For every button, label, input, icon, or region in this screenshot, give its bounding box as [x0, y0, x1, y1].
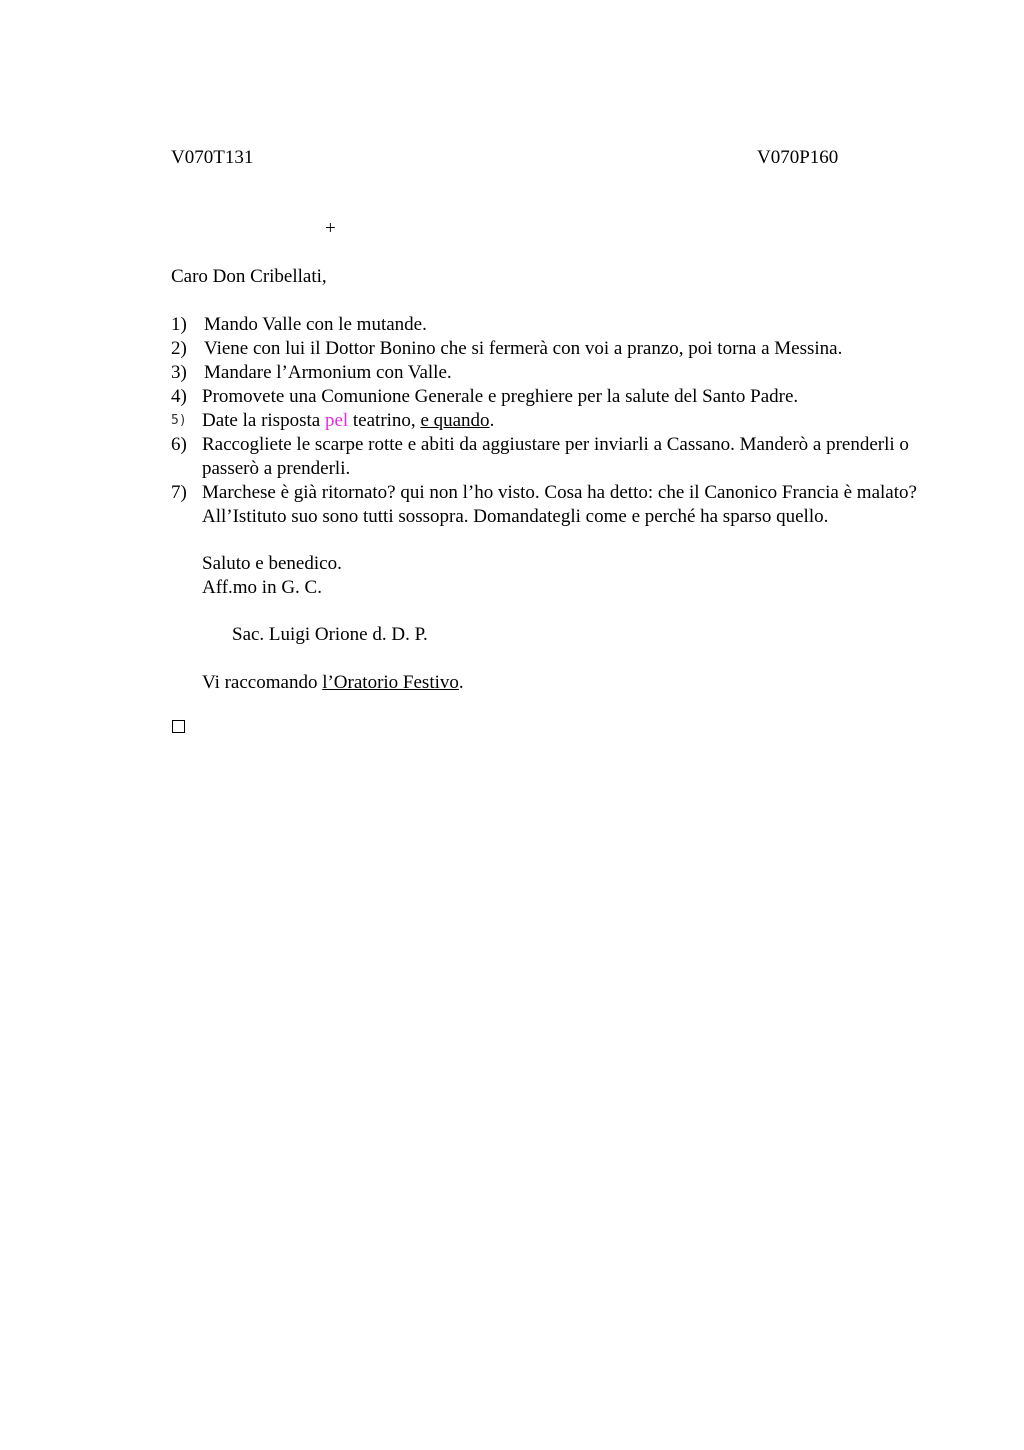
- postscript: [202, 671, 464, 695]
- document-reference-right: V070P160: [757, 147, 839, 168]
- postscript-text: Vi raccomando: [202, 672, 323, 693]
- closing-greeting: Saluto e benedico.: [202, 553, 342, 574]
- list-number: 6): [171, 434, 187, 455]
- list-item: [171, 433, 931, 481]
- list-number: 7): [171, 482, 187, 503]
- list-text: Viene con lui il Dottor Bonino che si fermerà con voi a pranzo, poi torna a Messina.: [204, 338, 843, 359]
- cross-symbol: +: [325, 218, 336, 239]
- list-number: 3): [171, 362, 187, 383]
- underlined-text: l’Oratorio Festivo: [322, 672, 459, 693]
- list-item: [171, 409, 931, 433]
- list-text-part: teatrino,: [348, 410, 421, 431]
- list-text-part: Date la risposta: [202, 410, 325, 431]
- highlighted-word: pel: [324, 410, 349, 431]
- document-reference-left: V070T131: [171, 147, 254, 168]
- list-text: [202, 409, 931, 433]
- list-text: Promovete una Comunione Generale e preghiere per la salute del Santo Padre.: [202, 386, 799, 407]
- list-number: 5): [171, 413, 187, 428]
- postscript-text: .: [458, 672, 464, 693]
- list-item: [171, 385, 931, 409]
- salutation: Caro Don Cribellati,: [171, 266, 327, 287]
- list-item: [171, 481, 931, 529]
- list-text-part: .: [489, 410, 495, 431]
- list-item: [171, 337, 931, 361]
- list-text: Marchese è già ritornato? qui non l’ho visto. Cosa ha detto: che il Canonico Francia è malato? All’Istituto suo sono tutti sossopra. Domandategli come e perché ha sparso quello.: [202, 482, 917, 527]
- list-item: [171, 313, 931, 337]
- signature: Sac. Luigi Orione d. D. P.: [232, 624, 428, 645]
- list-number: 4): [171, 386, 187, 407]
- underlined-text: e quando: [420, 410, 490, 431]
- list-text: Raccogliete le scarpe rotte e abiti da aggiustare per inviarli a Cassano. Manderò a prenderli o passerò a prenderli.: [202, 434, 909, 479]
- list-number: 1): [171, 314, 187, 335]
- closing-affmo: Aff.mo in G. C.: [202, 577, 322, 598]
- list-number: 2): [171, 338, 187, 359]
- list-item: [171, 361, 931, 385]
- square-box-icon: [172, 720, 185, 733]
- list-text: Mandare l’Armonium con Valle.: [204, 362, 452, 383]
- list-text: Mando Valle con le mutande.: [204, 314, 427, 335]
- numbered-list: [171, 313, 931, 529]
